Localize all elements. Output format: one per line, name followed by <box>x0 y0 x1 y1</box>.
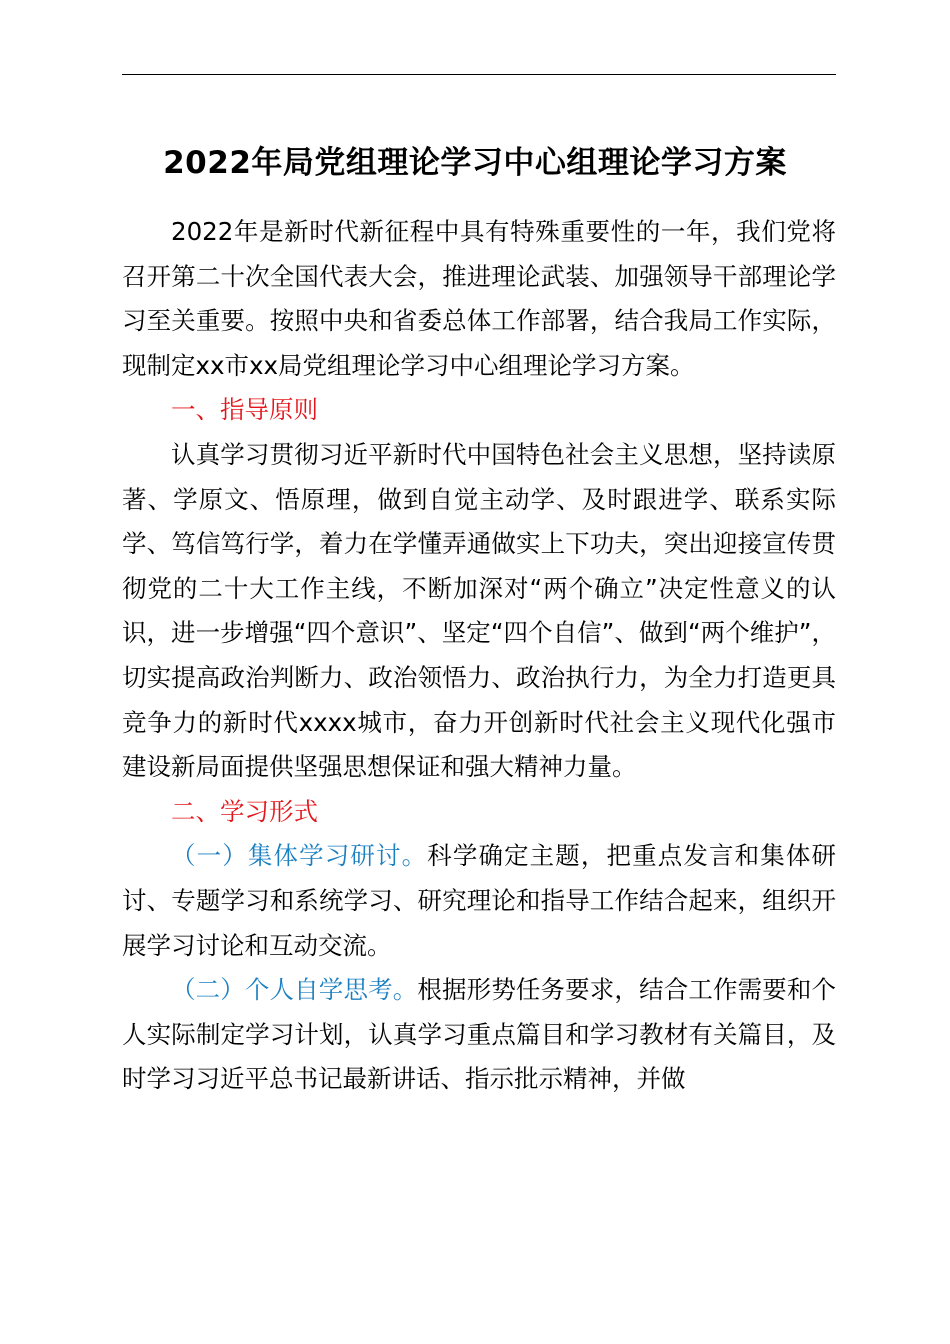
self-study-label: （二）个人自学思考。 <box>171 975 418 1005</box>
self-study-text: 根据形势任务要求，结合工作需要和个人实际制定学习计划，认真学习重点篇目和学习教材有关篇目，及时学习习近平总书记最新讲话、指示批示精神，并做 <box>122 975 837 1094</box>
section-heading-study-format: 二、学习形式 <box>171 796 318 826</box>
intro-paragraph: 2022年是新时代新征程中具有特殊重要性的一年，我们党将召开第二十次全国代表大会，推进理论武装、加强领导干部理论学习至关重要。按照中央和省委总体工作部署，结合我局工作实际，现制定xx市xx局党组理论学习中心组理论学习方案。 <box>122 217 836 380</box>
collective-study-label: （一）集体学习研讨。 <box>171 841 428 871</box>
document-body <box>122 210 836 1102</box>
collective-study-text: 科学确定主题，把重点发言和集体研讨、专题学习和系统学习、研究理论和指导工作结合起来，组织开展学习讨论和互动交流。 <box>122 841 837 960</box>
section-heading-guiding-principles: 一、指导原则 <box>171 395 318 425</box>
title-text: 年局党组理论学习中心组理论学习方案 <box>251 145 787 181</box>
title-year: 2022 <box>163 145 252 181</box>
header-rule <box>122 74 836 75</box>
collective-study-paragraph <box>122 834 836 968</box>
guiding-principles-paragraph: 认真学习贯彻习近平新时代中国特色社会主义思想，坚持读原著、学原文、悟原理，做到自觉主动学、及时跟进学、联系实际学、笃信笃行学，着力在学懂弄通做实上下功夫，突出迎接宣传贯彻党的二十大工作主线，不断加深对“两个确立”决定性意义的认识，进一步增强“四个意识”、坚定“四个自信”、做到“两个维护”，切实提高政治判断力、政治领悟力、政治执行力，为全力打造更具竞争力的新时代xxxx城市，奋力开创新时代社会主义现代化强市建设新局面提供坚强思想保证和强大精神力量。 <box>122 439 836 782</box>
self-study-paragraph <box>122 968 836 1102</box>
document-title <box>0 140 950 186</box>
